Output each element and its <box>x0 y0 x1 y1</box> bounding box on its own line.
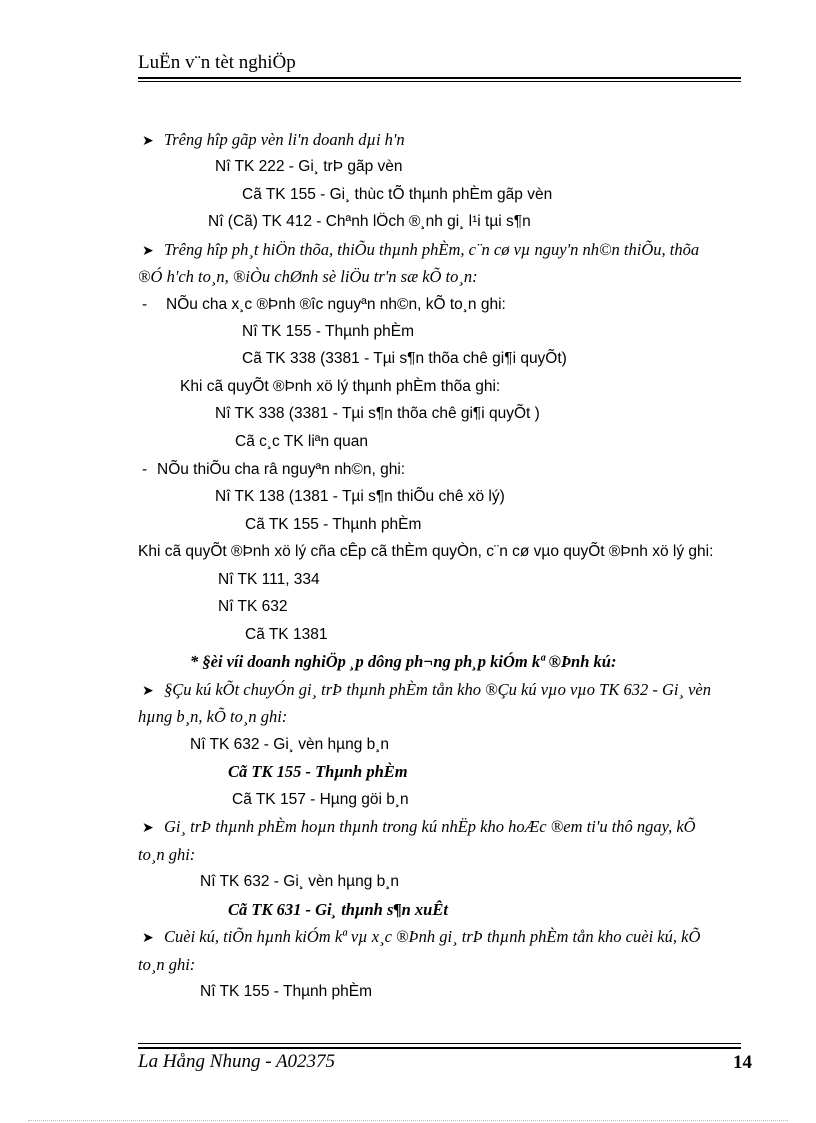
page-number: 14 <box>733 1052 752 1073</box>
text-line: Cã c¸c TK liªn quan <box>235 433 368 450</box>
footer-author: La Hång Nhung - A02375 <box>138 1051 336 1072</box>
text-line: ➤ §Çu kú kÕt chuyÓn gi¸ trÞ thµnh phÈm tån kho ®Çu kú vµo vµo TK 632 - Gi¸ vèn <box>142 680 711 699</box>
text-line: Nî TK 338 (3381 - Tµi s¶n thõa chê gi¶i quyÕt ) <box>215 405 540 422</box>
arrow-bullet-icon: ➤ <box>142 133 154 149</box>
text-line: Nî TK 155 - Thµnh phÈm <box>242 323 415 340</box>
text-line: Nî TK 632 - Gi¸ vèn hµng b¸n <box>200 873 400 890</box>
text-line: ➤ Trêng hîp ph¸t hiÖn thõa, thiÕu thµnh phÈm, c¨n cø vµ nguy'n nh©n thiÕu, thõa <box>142 240 700 259</box>
page-header-title: LuËn v¨n tèt nghiÖp <box>138 52 296 73</box>
text-line: to¸n ghi: <box>138 955 196 974</box>
text-line: ➤ Gi¸ trÞ thµnh phÈm hoµn thµnh trong kú nhËp kho hoÆc ®em ti'u thô ngay, kÕ <box>142 817 696 836</box>
text-line: Khi cã quyÕt ®Þnh xö lý thµnh phÈm thõa ghi: <box>180 378 501 395</box>
footer-rule-thick <box>138 1047 741 1049</box>
text-line: Nî (Cã) TK 412 - Chªnh lÖch ®¸nh gi¸ l¹i tµi s¶n <box>208 213 531 230</box>
text-line: Nî TK 632 - Gi¸ vèn hµng b¸n <box>190 736 390 753</box>
arrow-bullet-icon: ➤ <box>142 820 154 836</box>
dash-bullet-icon: - <box>142 296 148 313</box>
arrow-bullet-icon: ➤ <box>142 930 154 946</box>
text-line: Nî TK 138 (1381 - Tµi s¶n thiÕu chê xö lý) <box>215 488 505 505</box>
text-line: Khi cã quyÕt ®Þnh xö lý cña cÊp cã thÈm quyÒn, c¨n cø vµo quyÕt ®Þnh xö lý ghi: <box>138 543 714 560</box>
header-rule-thick <box>138 77 741 79</box>
dash-bullet-icon: - <box>142 461 148 478</box>
text-line: ®Ó h'ch to¸n, ®iÒu chØnh sè liÖu tr'n sæ kÕ to¸n: <box>138 267 478 286</box>
arrow-bullet-icon: ➤ <box>142 243 154 259</box>
footer-rule-thin <box>138 1043 741 1044</box>
text-line: ➤ Cuèi kú, tiÕn hµnh kiÓm kª vµ x¸c ®Þnh gi¸ trÞ thµnh phÈm tån kho cuèi kú, kÕ <box>142 927 701 946</box>
text-line: ➤ Trêng hîp gãp vèn li'n doanh dµi h'n <box>142 130 405 149</box>
text-line: to¸n ghi: <box>138 845 196 864</box>
text-line: Cã TK 155 - Thµnh phÈm <box>245 516 422 533</box>
text-line: Cã TK 157 - Hµng göi b¸n <box>232 791 409 808</box>
text-line: Cã TK 338 (3381 - Tµi s¶n thõa chê gi¶i quyÕt) <box>242 350 567 367</box>
text-line: Nî TK 111, 334 <box>218 571 320 588</box>
text-line: hµng b¸n, kÕ to¸n ghi: <box>138 707 288 726</box>
text-line: Cã TK 155 - Thµnh phÈm <box>228 762 408 781</box>
text-line: Cã TK 631 - Gi¸ thµnh s¶n xuÊt <box>228 900 448 919</box>
text-line: - NÕu thiÕu cha râ nguyªn nh©n, ghi: <box>142 461 406 478</box>
arrow-bullet-icon: ➤ <box>142 683 154 699</box>
text-line: - NÕu cha x¸c ®Þnh ®îc nguyªn nh©n, kÕ to¸n ghi: <box>142 296 506 313</box>
section-heading: * §èi víi doanh nghiÖp ¸p dông ph¬ng ph¸p kiÓm kª ®Þnh kú: <box>190 652 617 671</box>
header-rule-thin <box>138 81 741 82</box>
page-bottom-divider <box>28 1120 788 1121</box>
text-line: Cã TK 155 - Gi¸ thùc tÕ thµnh phÈm gãp vèn <box>242 186 553 203</box>
text-line: Nî TK 155 - Thµnh phÈm <box>200 983 373 1000</box>
text-line: Nî TK 222 - Gi¸ trÞ gãp vèn <box>215 158 403 175</box>
text-line: Cã TK 1381 <box>245 626 328 643</box>
text-line: Nî TK 632 <box>218 598 288 615</box>
